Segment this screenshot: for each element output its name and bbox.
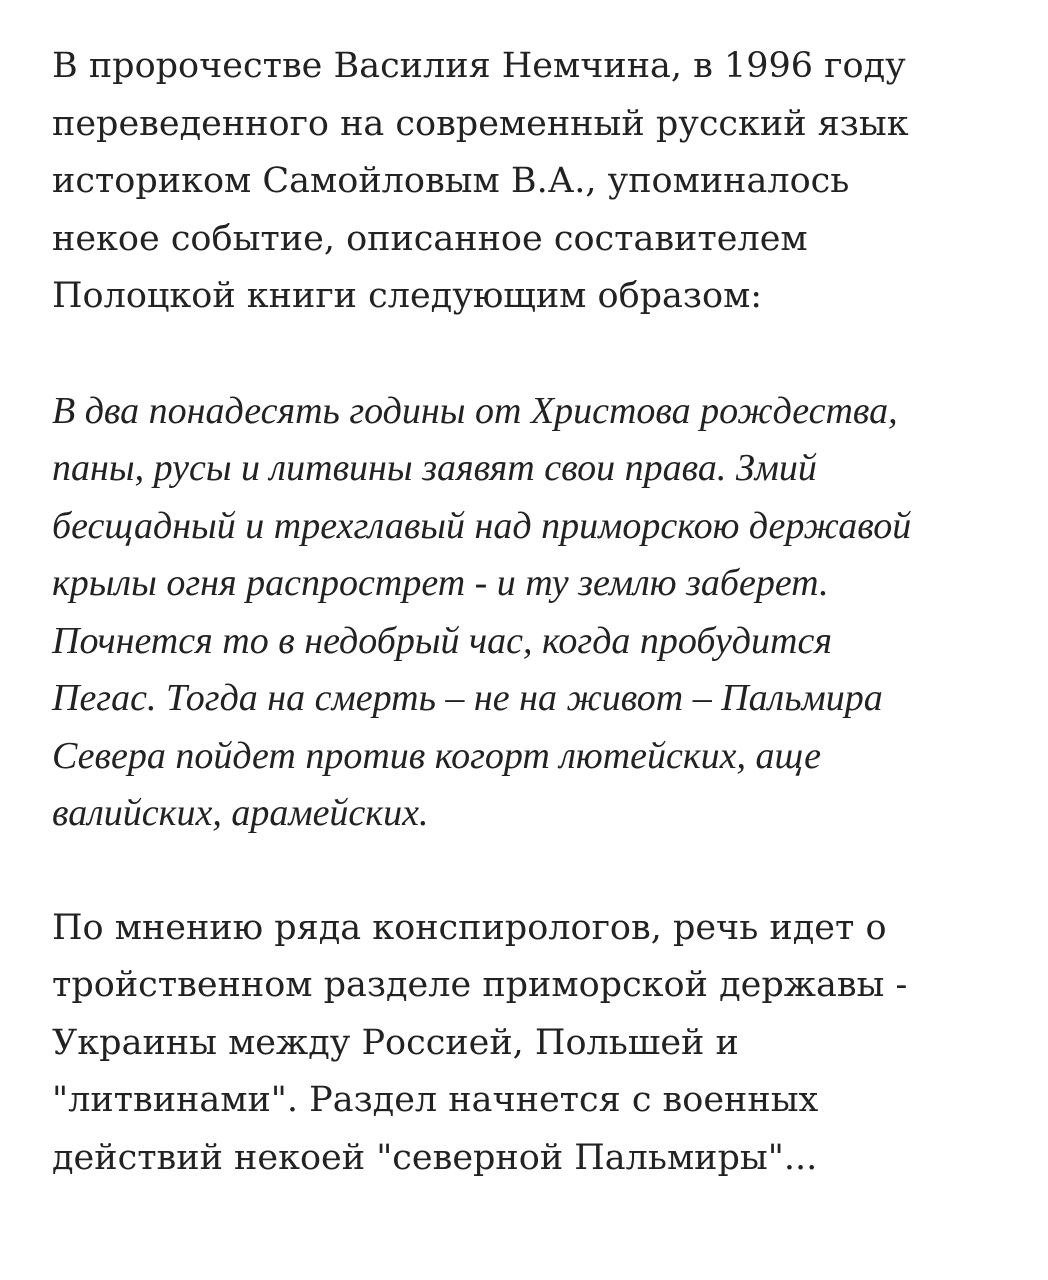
quote-line: В два понадесять годины от Христова рождества,: [52, 389, 898, 432]
text-line: Украины между Россией, Польшей и: [52, 1022, 739, 1063]
quote-line: паны, русы и литвины заявят свои права. Змий: [52, 447, 817, 489]
prophecy-quote: [52, 383, 1012, 843]
quote-line: Почнется то в недобрый час, когда пробудится: [52, 619, 832, 662]
quote-line: валийских, арамейских.: [52, 792, 429, 834]
text-line: тройственном разделе приморской державы -: [52, 965, 908, 1005]
quote-line: Севера пойдет против когорт лютейских, аще: [52, 734, 822, 777]
article-body: [52, 38, 1012, 1187]
text-line: Полоцкой книги следующим образом:: [52, 276, 763, 316]
text-line: переведенного на современный русский язык: [52, 103, 909, 144]
quote-line: крылы огня распрострет - и ту землю заберет.: [52, 562, 829, 604]
text-line: некое событие, описанное составителем: [52, 218, 808, 259]
text-line: действий некоей "северной Пальмиры"...: [52, 1137, 818, 1178]
text-line: "литвинами". Раздел начнется с военных: [52, 1080, 819, 1120]
text-line: В пророчестве Василия Немчина, в 1996 году: [52, 46, 906, 86]
conclusion-paragraph: [52, 900, 1012, 1188]
quote-line: Пегас. Тогда на смерть – не на живот – Пальмира: [52, 677, 883, 719]
intro-paragraph: [52, 38, 1012, 326]
text-line: По мнению ряда конспирологов, речь идет о: [52, 907, 887, 948]
quote-line: бесщадный и трехглавый над приморскою державой: [52, 504, 912, 547]
text-line: историком Самойловым В.А., упоминалось: [52, 161, 850, 201]
